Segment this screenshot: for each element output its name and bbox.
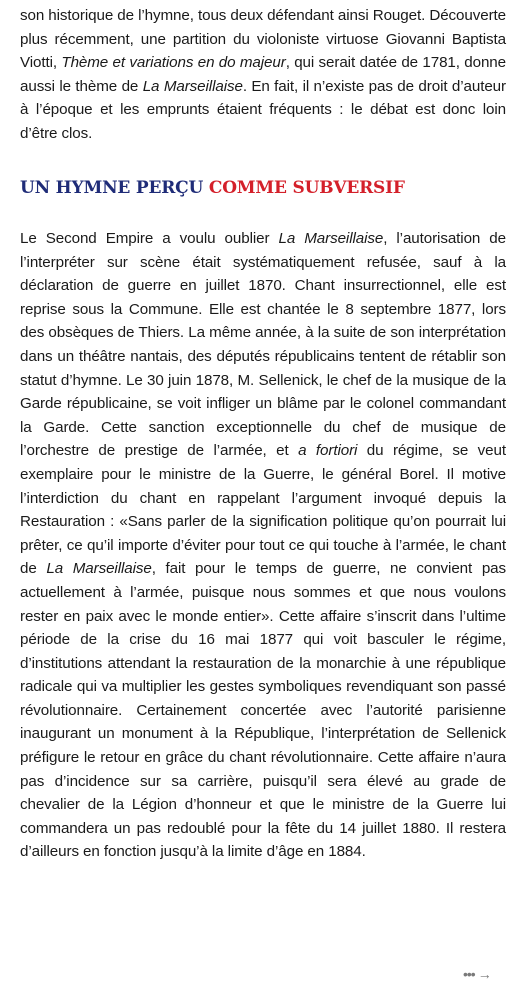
text-run: Le Second Empire a voulu oublier — [20, 230, 279, 247]
body-paragraph — [20, 227, 506, 864]
italic-text-run: Thème et variations en do majeur — [61, 54, 286, 72]
intro-paragraph — [20, 4, 506, 146]
section-heading — [20, 177, 405, 199]
continuation-dots: ••• — [463, 966, 475, 982]
italic-text-run: a fortiori — [298, 442, 358, 460]
continuation-marker — [463, 966, 491, 982]
text-run: , qui serait datée de 1781, donne aussi le thème de — [20, 54, 506, 95]
right-arrow-icon: → — [477, 966, 491, 982]
heading-part-red: COMME SUBVERSIF — [208, 178, 405, 198]
text-run: son historique de l’hymne, tous deux défendant ainsi Rouget. Découverte plus récemment, une partition du violoniste virtuose Giovanni Baptista Viotti, — [20, 7, 506, 72]
italic-text-run: La Marseillaise — [278, 230, 384, 247]
text-run: . En fait, il n’existe pas de droit d’auteur à l’époque et les emprunts étaient fréquents : le débat est donc loin d’être clos. — [20, 77, 506, 142]
italic-text-run: La Marseillaise — [142, 77, 243, 95]
text-run: , l’autorisation de l’interpréter sur scène était systématiquement refusée, sauf à la déclaration de guerre en juillet 1870. Chant insurrectionnel, elle est reprise sous la Commune. Elle est chantée le 8 septembre 1877, lors des obsèques de Thiers. La même année, à la suite de son interprétation dans un théâtre nantais, des députés républicains tentent de rétablir son statut d’hymne. Le 30 juin 1878, M. Sellenick, le chef de la musique de la Garde républicaine, se voit infliger un blâme par le colonel commandant la Garde. Cette sanction exceptionnelle du chef de musique de l’orchestre de prestige de l’armée, et — [20, 230, 507, 460]
text-run: du régime, se veut exemplaire pour le ministre de la Guerre, le général Borel. Il motive l’interdiction du chant en rappelant l’argument invoqué depuis la Restauration : «Sans parler de la signification politique qu’on pourrait lui prêter, ce qu’il importe d’éviter pour tout ce qui touche à l’armée, le chant de — [20, 442, 506, 578]
text-run: , fait pour le temps de guerre, ne convient pas actuellement à l’armée, puisque nous sommes et que nous voulons rester en paix avec le monde entier». Cette affaire s’inscrit dans l’ultime période de la crise du 16 mai 1877 qui voit basculer le régime, d’institutions attendant la restauration de la monarchie à une république radicale qui va multiplier les gestes symboliques revendiquant son passé révolutionnaire. Certainement concertée avec l’autorité parisienne inaugurant un monument à la République, l’interprétation de Sellenick préfigure le retour en grâce du chant révolutionnaire. Cette affaire n’aura pas d’incidence sur sa carrière, puisqu’il sera élevé au grade de chevalier de la Légion d’honneur et que le ministre de la Guerre lui commandera un pas redoublé pour la fête du 14 juillet 1880. Il restera d’ailleurs en fonction jusqu’à la limite d’âge en 1884. — [20, 560, 507, 861]
heading-part-dark: UN HYMNE PERÇU — [20, 178, 204, 198]
italic-text-run: La Marseillaise — [46, 560, 152, 578]
